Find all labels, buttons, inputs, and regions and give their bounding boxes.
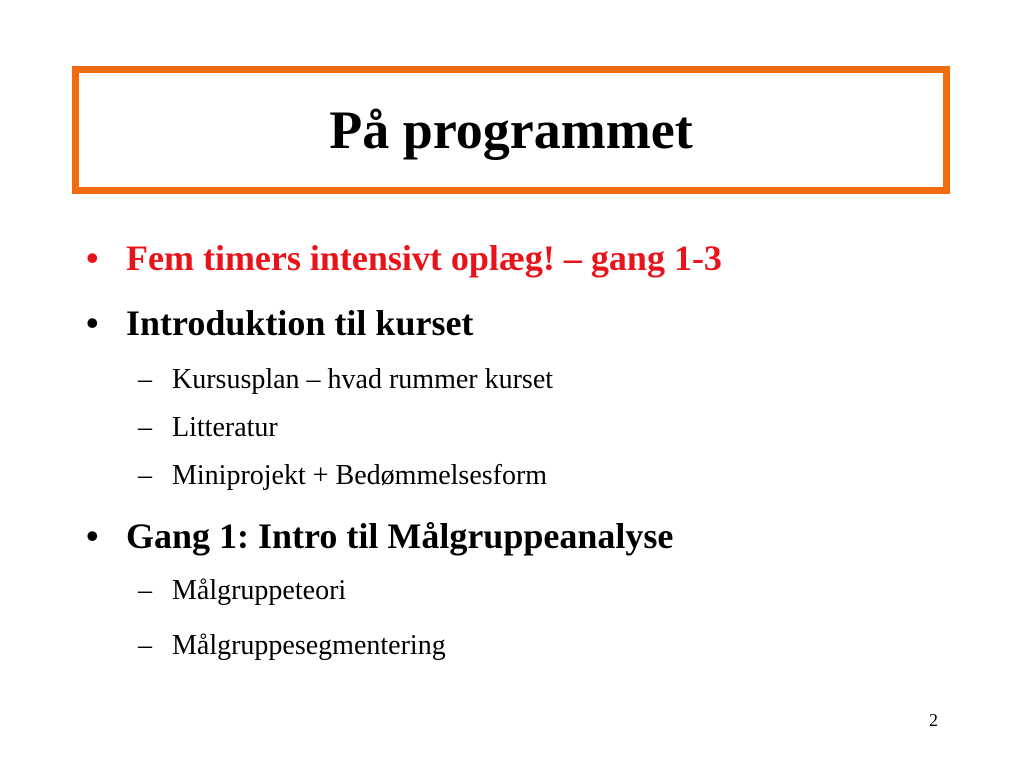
bullet-marker: •: [86, 303, 99, 343]
sub-item-miniproject: [138, 462, 547, 490]
bullet-item-target-group-analysis: [86, 518, 673, 554]
slide-title: På programmet: [329, 100, 693, 160]
sub-item-target-group-theory: [138, 577, 346, 605]
sub-item-course-plan: [138, 366, 553, 394]
dash-marker: –: [138, 460, 152, 491]
bullet-text: Gang 1: Intro til Målgruppeanalyse: [126, 516, 674, 556]
dash-marker: –: [138, 630, 152, 661]
dash-marker: –: [138, 364, 152, 395]
sub-item-text: Målgruppeteori: [172, 575, 347, 606]
sub-item-text: Litteratur: [172, 412, 278, 443]
sub-item-literature: [138, 414, 278, 442]
sub-item-text: Miniprojekt + Bedømmelsesform: [172, 460, 548, 491]
dash-marker: –: [138, 412, 152, 443]
sub-item-text: Kursusplan – hvad rummer kurset: [172, 364, 554, 395]
bullet-item-course-intro: [86, 305, 473, 341]
dash-marker: –: [138, 575, 152, 606]
bullet-marker: •: [86, 238, 99, 278]
sub-item-target-group-segmentation: [138, 632, 446, 660]
sub-item-text: Målgruppesegmentering: [172, 630, 446, 661]
bullet-text: Introduktion til kurset: [126, 303, 474, 343]
bullet-marker: •: [86, 516, 99, 556]
bullet-text: Fem timers intensivt oplæg! – gang 1-3: [126, 238, 722, 278]
bullet-item-intensive-lecture: [86, 240, 722, 276]
title-frame: [72, 66, 950, 194]
slide-number: 2: [929, 710, 938, 730]
